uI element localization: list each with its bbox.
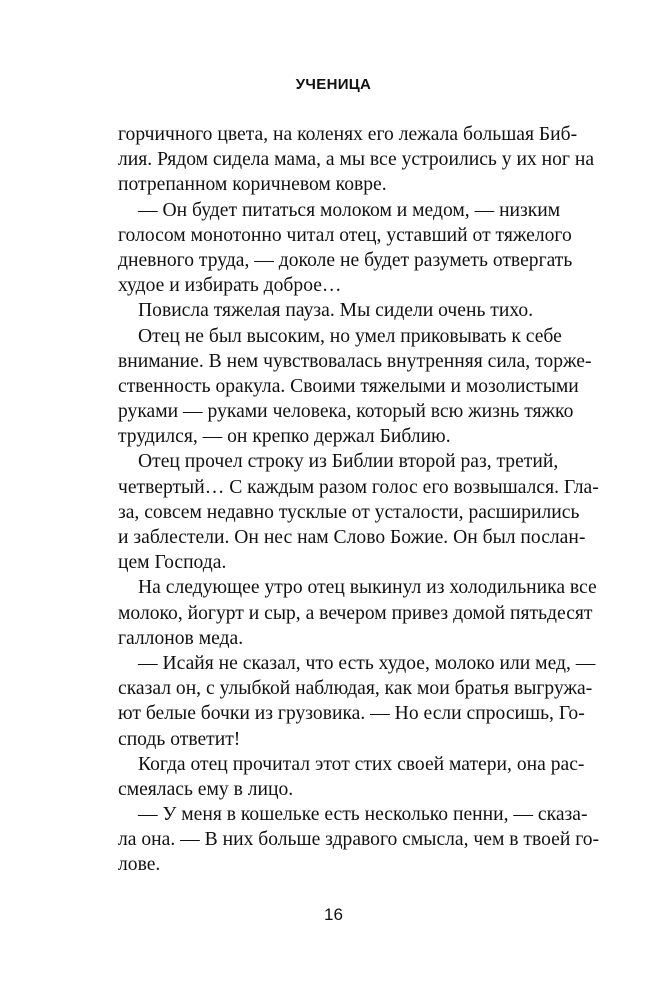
text-line: дневного труда, — доколе не будет разуметь отвергать [118,249,573,271]
text-line: худое и избирать доброе… [118,275,342,297]
text-line: На следующее утро отец выкинул из холодильника все [138,577,597,599]
body-text [118,122,600,878]
text-line: руками — руками человека, который всю жизнь тяжко [118,401,574,423]
text-line: — Исайя не сказал, что есть худое, молоко или мед, — [138,652,596,674]
paragraph [118,449,599,575]
text-line: Когда отец прочитал этот стих своей матери, она рас- [138,753,585,775]
text-line: цем Господа. [118,552,227,574]
text-line: ют белые бочки из грузовика. — Но если спросишь, Го- [118,703,585,725]
text-line: — Он будет питаться молоком и медом, — низким [138,199,561,221]
text-line: лия. Рядом сидела мама, а мы все устроились у их ног на [118,149,595,171]
text-line: галлонов меда. [118,627,244,649]
text-line: голосом монотонно читал отец, уставший от тяжелого [118,224,572,246]
text-line: внимание. В нем чувствовалась внутренняя сила, торже- [118,350,592,372]
paragraph [118,198,573,299]
text-line: смеялась ему в лицо. [118,778,294,800]
text-line: потрепанном коричневом ковре. [118,174,387,196]
paragraph [118,802,600,878]
text-line: сказал он, с улыбкой наблюдая, как мои братья выгружа- [118,678,593,700]
text-line: ственность оракула. Своими тяжелыми и мозолистыми [118,375,579,397]
text-line: — У меня в кошельке есть несколько пенни, — сказа- [138,804,588,826]
paragraph [118,298,546,323]
text-line: Отец не был высоким, но умел приковывать к себе [138,325,562,347]
paragraph [118,651,596,752]
paragraph [118,752,585,802]
text-line: трудился, — он крепко держал Библию. [118,426,451,448]
text-line: лове. [118,854,161,876]
running-header: УЧЕНИЦА [295,76,372,93]
text-line: сподь ответит! [118,728,241,750]
text-line: за, совсем недавно тусклые от усталости, расширились [118,501,580,523]
paragraph [118,324,592,450]
text-line: горчичного цвета, на коленях его лежала большая Биб- [118,124,578,145]
text-line: и заблестели. Он нес нам Слово Божие. Он был послан- [118,527,586,548]
text-line: молоко, йогурт и сыр, а вечером привез домой пятьдесят [118,602,593,624]
text-line: четвертый… С каждым разом голос его возвышался. Гла- [118,476,599,498]
page-number: 16 [324,905,343,924]
paragraph [118,122,595,198]
text-line: ла она. — В них больше здравого смысла, чем в твоей го- [118,829,600,851]
text-line: Повисла тяжелая пауза. Мы сидели очень тихо. [138,300,534,322]
paragraph [118,575,597,651]
text-line: Отец прочел строку из Библии второй раз, третий, [138,451,559,473]
